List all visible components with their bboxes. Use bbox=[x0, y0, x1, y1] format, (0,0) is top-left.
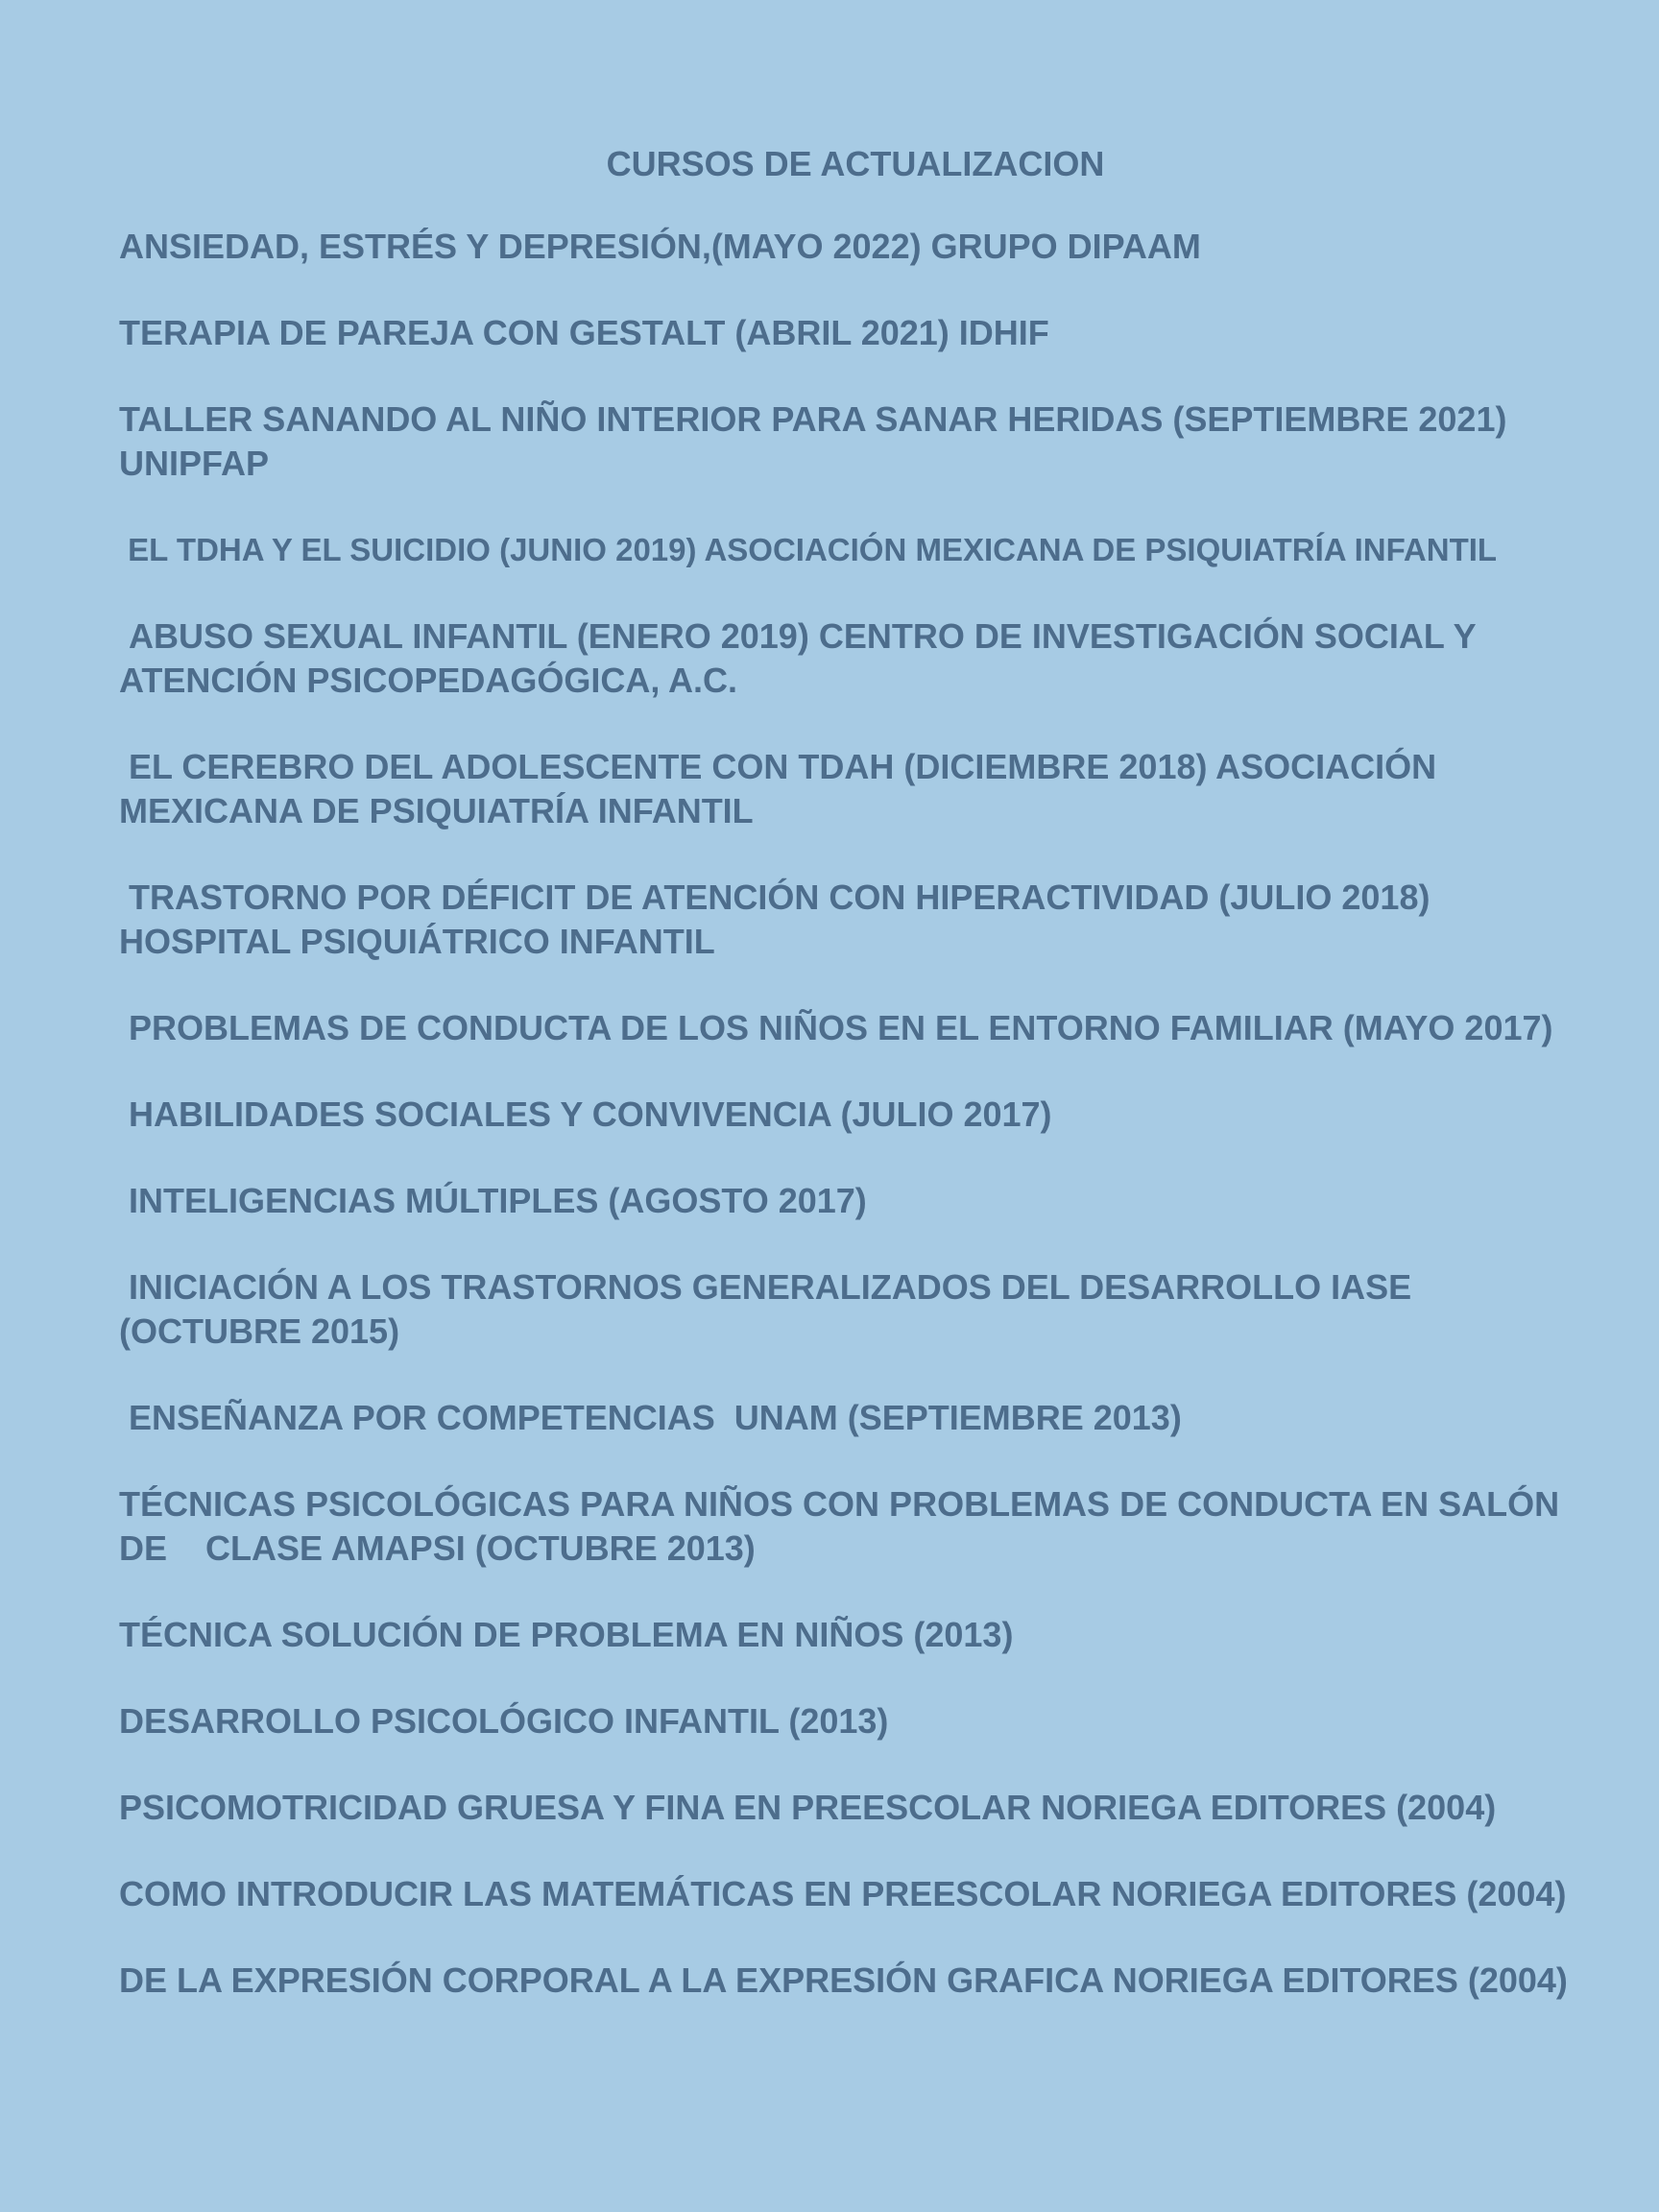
course-item-psychomotricity: PSICOMOTRICIDAD GRUESA Y FINA EN PREESCOLAR NORIEGA EDITORES (2004) bbox=[119, 1788, 1497, 1827]
course-item-behavior-problems: PROBLEMAS DE CONDUCTA DE LOS NIÑOS EN EL ENTORNO FAMILIAR (MAYO 2017) bbox=[119, 1008, 1553, 1047]
course-item-child-abuse: ABUSO SEXUAL INFANTIL (ENERO 2019) CENTRO DE INVESTIGACIÓN SOCIAL Y ATENCIÓN PSICOPEDAGÓGICA, A.C. bbox=[119, 616, 1484, 700]
course-item-competency-teaching: ENSEÑANZA POR COMPETENCIAS UNAM (SEPTIEMBRE 2013) bbox=[119, 1398, 1182, 1437]
course-item-social-skills: HABILIDADES SOCIALES Y CONVIVENCIA (JULIO 2017) bbox=[119, 1094, 1052, 1134]
course-item-body-expression: DE LA EXPRESIÓN CORPORAL A LA EXPRESIÓN GRAFICA NORIEGA EDITORES (2004) bbox=[119, 1960, 1568, 2000]
course-item-adolescent-brain: EL CEREBRO DEL ADOLESCENTE CON TDAH (DICIEMBRE 2018) ASOCIACIÓN MEXICANA DE PSIQUIATRÍA INFANTIL bbox=[119, 747, 1447, 830]
course-item-developmental-disorders: INICIACIÓN A LOS TRASTORNOS GENERALIZADOS DEL DESARROLLO IASE (OCTUBRE 2015) bbox=[119, 1267, 1422, 1351]
course-item-psych-techniques: TÉCNICAS PSICOLÓGICAS PARA NIÑOS CON PROBLEMAS DE CONDUCTA EN SALÓN DE CLASE AMAPSI (OCTUBRE 2013) bbox=[119, 1484, 1570, 1568]
course-item-multiple-intelligences: INTELIGENCIAS MÚLTIPLES (AGOSTO 2017) bbox=[119, 1181, 867, 1220]
course-item-tdha-suicide: EL TDHA Y EL SUICIDIO (JUNIO 2019) ASOCIACIÓN MEXICANA DE PSIQUIATRÍA INFANTIL bbox=[119, 532, 1498, 567]
course-list bbox=[119, 225, 1573, 2003]
course-item-anxiety: ANSIEDAD, ESTRÉS Y DEPRESIÓN,(MAYO 2022) GRUPO DIPAAM bbox=[119, 227, 1201, 266]
page-title: CURSOS DE ACTUALIZACION bbox=[606, 144, 1105, 183]
course-item-child-development: DESARROLLO PSICOLÓGICO INFANTIL (2013) bbox=[119, 1701, 889, 1741]
course-item-couples-therapy: TERAPIA DE PAREJA CON GESTALT (ABRIL 2021) IDHIF bbox=[119, 313, 1049, 352]
course-item-math-preschool: COMO INTRODUCIR LAS MATEMÁTICAS EN PREESCOLAR NORIEGA EDITORES (2004) bbox=[119, 1874, 1567, 1913]
course-item-adhd: TRASTORNO POR DÉFICIT DE ATENCIÓN CON HIPERACTIVIDAD (JULIO 2018) HOSPITAL PSIQUIÁTRICO INFANTIL bbox=[119, 878, 1440, 961]
course-item-problem-solving: TÉCNICA SOLUCIÓN DE PROBLEMA EN NIÑOS (2013) bbox=[119, 1615, 1014, 1654]
course-item-inner-child: TALLER SANANDO AL NIÑO INTERIOR PARA SANAR HERIDAS (SEPTIEMBRE 2021) UNIPFAP bbox=[119, 399, 1517, 483]
